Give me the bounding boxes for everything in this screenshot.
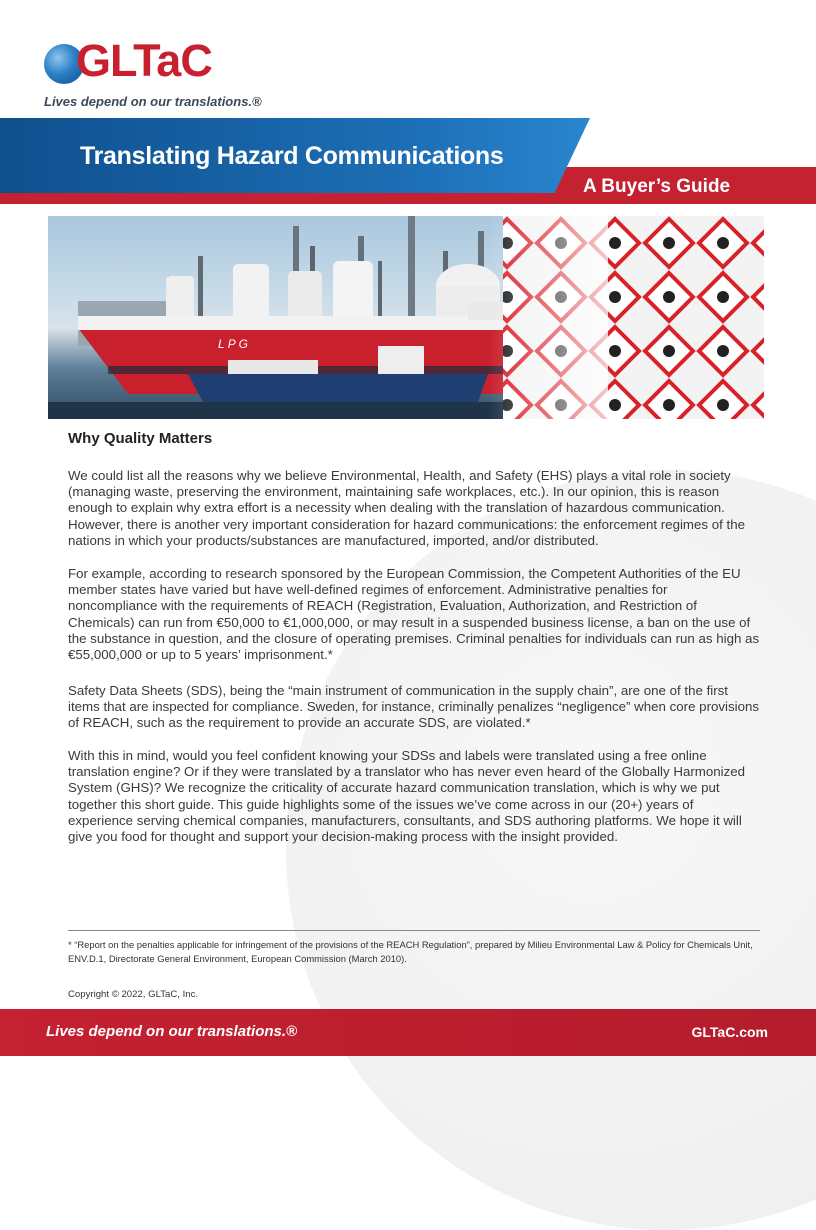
- ship-hull-label: L P G: [218, 337, 249, 351]
- page-footer: [0, 1009, 816, 1056]
- document-title: Translating Hazard Communications: [80, 142, 504, 170]
- hero-image: [48, 216, 764, 419]
- body-paragraph: We could list all the reasons why we believe Environmental, Health, and Safety (EHS) plays a vital role in society (managing waste, preserving the environment, maintaining safe workplaces, etc.). In our opinion, this is reason enough to explain why extra effort is a necessity when dealing with the translation of hazardous communication. However, there is another very important consideration for hazard communications: the enforcement regimes of the nations in which your products/substances are manufactured, imported, and/or distributed.: [68, 468, 745, 548]
- footnote-divider: [68, 930, 760, 931]
- body-paragraph: With this in mind, would you feel confident knowing your SDSs and labels were translated using a free online translation engine? Or if they were translated by a translator who has never even heard of the Globally Harmonized System (GHS)? We recognize the criticality of accurate hazard communication translation, which is why we put together this short guide. This guide highlights some of the issues we’ve come across in our (20+) years of experience serving chemical companies, manufacturers, consultants, and SDS authoring platforms. We hope it will give you food for thought and support your decision-making process with the insight provided.: [68, 748, 746, 845]
- body-paragraph: Safety Data Sheets (SDS), being the “main instrument of communication in the supply chain”, are one of the first items that are inspected for compliance. Sweden, for instance, criminally penalizes “negligence” when core provisions of REACH, such as the requirement to provide an accurate SDS, are violated.*: [68, 683, 760, 731]
- footer-website-link[interactable]: GLTaC.com: [691, 1024, 768, 1040]
- copyright-notice: Copyright © 2022, GLTaC, Inc.: [68, 989, 199, 1000]
- footer-tagline: Lives depend on our translations.®: [46, 1023, 298, 1040]
- hero-illustration: [48, 216, 764, 419]
- logo-tagline: Lives depend on our translations.®: [44, 94, 262, 109]
- logo-wordmark: GLTaC: [76, 35, 212, 86]
- ghs-hazard-pictograms: [488, 216, 764, 419]
- document-subtitle: A Buyer’s Guide: [583, 176, 731, 197]
- section-heading: Why Quality Matters: [68, 430, 213, 447]
- body-paragraph: For example, according to research sponsored by the European Commission, the Competent Authorities of the EU member states have varied but have well-defined regimes of enforcement. Administrative penalties for noncompliance with the requirements of REACH (Registration, Evaluation, Authorization, and Restriction of Chemicals) can run from €50,000 to €1,000,000, or may result in a suspended business license, a ban on the use of the substance in question, and the closure of operating premises. Criminal penalties for individuals can run as high as €55,000,000 or up to 5 years’ imprisonment.*: [68, 566, 760, 663]
- footnote: * “Report on the penalties applicable for infringement of the provisions of the REACH Regulation”, prepared by Milieu Environmental Law & Policy for Chemicals Unit, ENV.D.1, Directorate General Environment, European Commission (March 2010).: [68, 939, 753, 964]
